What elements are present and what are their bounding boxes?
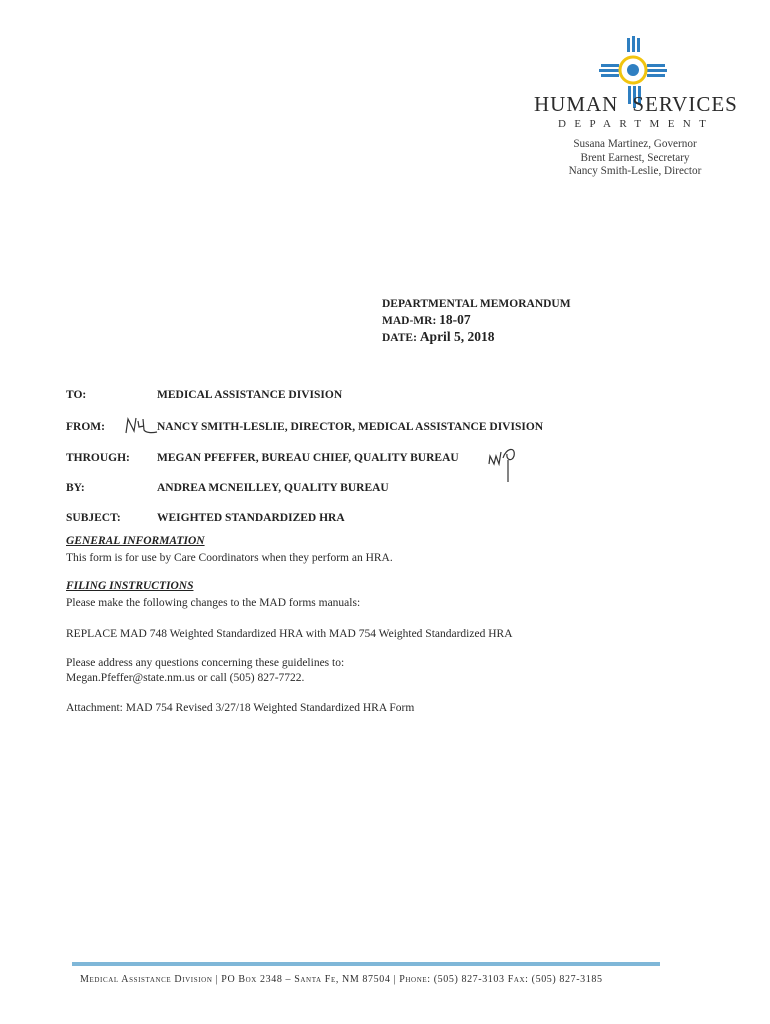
memo-number-label: MAD-MR: bbox=[382, 315, 437, 327]
by-value: ANDREA MCNEILLEY, QUALITY BUREAU bbox=[157, 482, 389, 494]
handwritten-initials-through bbox=[486, 444, 522, 484]
to-label: TO: bbox=[66, 389, 87, 401]
to-value: MEDICAL ASSISTANCE DIVISION bbox=[157, 389, 343, 401]
brand-right: SERVICES bbox=[632, 92, 738, 116]
memo-number-line bbox=[382, 312, 571, 329]
brand-wordmark bbox=[534, 92, 738, 117]
official-governor: Susana Martinez, Governor bbox=[573, 138, 697, 150]
subject-value: WEIGHTED STANDARDIZED HRA bbox=[157, 512, 345, 524]
memo-header bbox=[382, 296, 571, 346]
through-label: THROUGH: bbox=[66, 452, 130, 464]
officials-list bbox=[540, 138, 730, 179]
official-secretary: Brent Earnest, Secretary bbox=[580, 151, 690, 164]
from-label: FROM: bbox=[66, 421, 105, 433]
memo-number: 18-07 bbox=[439, 312, 471, 327]
attachment-note: Attachment: MAD 754 Revised 3/27/18 Weighted Standardized HRA Form bbox=[66, 702, 415, 714]
replace-instruction: REPLACE MAD 748 Weighted Standardized HRA with MAD 754 Weighted Standardized HRA bbox=[66, 628, 513, 640]
questions-line-1: Please address any questions concerning these guidelines to: bbox=[66, 657, 345, 669]
general-info-title: GENERAL INFORMATION bbox=[66, 535, 205, 547]
by-label: BY: bbox=[66, 482, 85, 494]
through-value: MEGAN PFEFFER, BUREAU CHIEF, QUALITY BUREAU bbox=[157, 452, 459, 464]
memo-type: DEPARTMENTAL MEMORANDUM bbox=[382, 298, 571, 310]
footer-contact: Medical Assistance Division | PO Box 2348 – Santa Fe, NM 87504 | Phone: (505) 827-3103 Fax: (505) 827-3185 bbox=[80, 974, 603, 985]
filing-instructions-title: FILING INSTRUCTIONS bbox=[66, 580, 194, 592]
filing-instructions-text: Please make the following changes to the MAD forms manuals: bbox=[66, 597, 361, 609]
memo-date-label: DATE: bbox=[382, 332, 417, 344]
from-value: NANCY SMITH-LESLIE, DIRECTOR, MEDICAL ASSISTANCE DIVISION bbox=[157, 421, 544, 433]
memo-date: April 5, 2018 bbox=[419, 329, 495, 344]
questions-line-2: Megan.Pfeffer@state.nm.us or call (505) 827-7722. bbox=[66, 672, 305, 684]
brand-left: HUMAN bbox=[534, 92, 619, 116]
footer-rule bbox=[72, 962, 660, 966]
general-info-text: This form is for use by Care Coordinators when they perform an HRA. bbox=[66, 552, 393, 564]
subject-label: SUBJECT: bbox=[66, 512, 121, 524]
department-label: DEPARTMENT bbox=[558, 118, 715, 130]
handwritten-initials-from bbox=[124, 415, 158, 437]
official-director: Nancy Smith-Leslie, Director bbox=[568, 165, 702, 177]
memo-date-line bbox=[382, 329, 571, 346]
